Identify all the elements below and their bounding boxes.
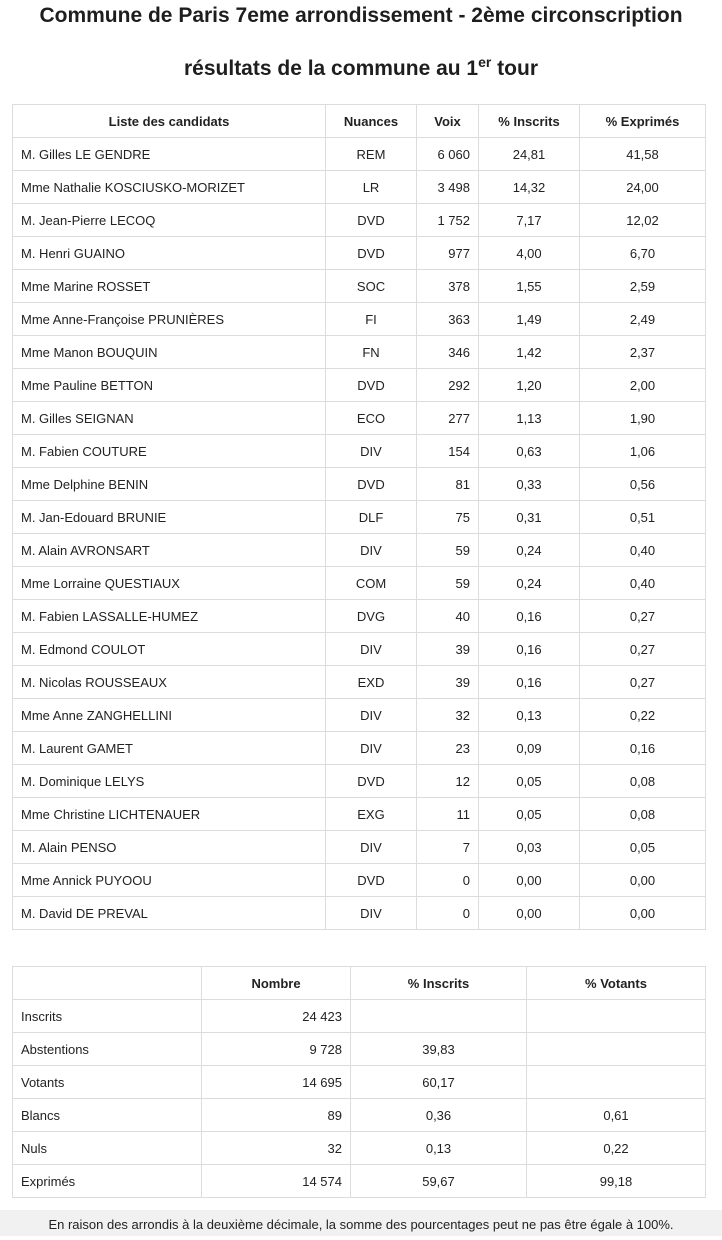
candidate-name: Mme Lorraine QUESTIAUX (13, 567, 326, 600)
summary-pct-inscrits (351, 1000, 527, 1033)
candidate-pct-inscrits: 0,00 (479, 897, 580, 930)
summary-pct-votants (527, 1033, 706, 1066)
candidate-pct-exprimes: 0,40 (580, 567, 706, 600)
table-row (13, 1000, 706, 1033)
table-row (13, 468, 706, 501)
candidate-voix: 75 (417, 501, 479, 534)
candidate-name: Mme Anne-Françoise PRUNIÈRES (13, 303, 326, 336)
candidate-pct-inscrits: 0,31 (479, 501, 580, 534)
table-row (13, 765, 706, 798)
candidate-name: M. Fabien COUTURE (13, 435, 326, 468)
table-row (13, 897, 706, 930)
candidate-pct-exprimes: 2,59 (580, 270, 706, 303)
candidate-pct-exprimes: 1,90 (580, 402, 706, 435)
candidate-name: Mme Anne ZANGHELLINI (13, 699, 326, 732)
candidate-nuance: DVD (326, 237, 417, 270)
candidate-pct-inscrits: 7,17 (479, 204, 580, 237)
header-pct-votants: % Votants (527, 967, 706, 1000)
table-row (13, 138, 706, 171)
summary-label: Exprimés (13, 1165, 202, 1198)
candidate-voix: 277 (417, 402, 479, 435)
candidate-pct-inscrits: 1,20 (479, 369, 580, 402)
subtitle-text: résultats de la commune au 1 (184, 57, 479, 80)
candidate-voix: 3 498 (417, 171, 479, 204)
header-pct-inscrits: % Inscrits (351, 967, 527, 1000)
candidate-nuance: ECO (326, 402, 417, 435)
summary-label: Votants (13, 1066, 202, 1099)
table-row (13, 600, 706, 633)
candidate-voix: 32 (417, 699, 479, 732)
candidate-pct-inscrits: 1,49 (479, 303, 580, 336)
summary-pct-inscrits: 60,17 (351, 1066, 527, 1099)
candidate-nuance: DVD (326, 864, 417, 897)
table-row (13, 633, 706, 666)
candidates-results-table (12, 104, 706, 930)
candidate-nuance: SOC (326, 270, 417, 303)
candidate-name: Mme Nathalie KOSCIUSKO-MORIZET (13, 171, 326, 204)
candidate-pct-inscrits: 1,13 (479, 402, 580, 435)
summary-pct-inscrits: 0,36 (351, 1099, 527, 1132)
table-header-row (13, 967, 706, 1000)
candidate-nuance: DIV (326, 732, 417, 765)
candidate-nuance: DVD (326, 765, 417, 798)
candidate-pct-exprimes: 0,56 (580, 468, 706, 501)
summary-pct-inscrits: 59,67 (351, 1165, 527, 1198)
summary-label: Nuls (13, 1132, 202, 1165)
candidate-nuance: DVD (326, 369, 417, 402)
candidate-name: M. Jan-Edouard BRUNIE (13, 501, 326, 534)
candidate-name: Mme Christine LICHTENAUER (13, 798, 326, 831)
table-row (13, 1132, 706, 1165)
summary-pct-votants (527, 1000, 706, 1033)
header-nombre: Nombre (202, 967, 351, 1000)
candidate-pct-exprimes: 2,00 (580, 369, 706, 402)
candidate-pct-exprimes: 0,08 (580, 765, 706, 798)
candidate-pct-inscrits: 4,00 (479, 237, 580, 270)
header-nuances: Nuances (326, 105, 417, 138)
candidate-pct-exprimes: 0,08 (580, 798, 706, 831)
candidate-nuance: DIV (326, 435, 417, 468)
candidate-pct-inscrits: 0,24 (479, 567, 580, 600)
candidate-pct-inscrits: 14,32 (479, 171, 580, 204)
table-row (13, 534, 706, 567)
table-row (13, 435, 706, 468)
candidate-pct-exprimes: 0,27 (580, 666, 706, 699)
candidate-pct-exprimes: 0,16 (580, 732, 706, 765)
summary-pct-votants: 0,22 (527, 1132, 706, 1165)
footnote: En raison des arrondis à la deuxième décimale, la somme des pourcentages peut ne pas être égale à 100%. (0, 1210, 722, 1236)
table-row (13, 303, 706, 336)
header-pct-exprimes: % Exprimés (580, 105, 706, 138)
candidate-nuance: EXD (326, 666, 417, 699)
candidate-nuance: FI (326, 303, 417, 336)
candidate-pct-exprimes: 2,49 (580, 303, 706, 336)
summary-pct-votants (527, 1066, 706, 1099)
summary-nombre: 9 728 (202, 1033, 351, 1066)
candidate-voix: 59 (417, 567, 479, 600)
candidate-voix: 1 752 (417, 204, 479, 237)
candidate-nuance: DVG (326, 600, 417, 633)
candidate-pct-exprimes: 0,51 (580, 501, 706, 534)
candidate-name: M. David DE PREVAL (13, 897, 326, 930)
table-row (13, 666, 706, 699)
candidate-pct-inscrits: 0,03 (479, 831, 580, 864)
candidate-pct-exprimes: 0,00 (580, 897, 706, 930)
candidate-voix: 378 (417, 270, 479, 303)
summary-pct-inscrits: 0,13 (351, 1132, 527, 1165)
candidate-name: Mme Annick PUYOOU (13, 864, 326, 897)
candidate-pct-inscrits: 0,13 (479, 699, 580, 732)
page-title: Commune de Paris 7eme arrondissement - 2ème circonscription (39, 4, 683, 27)
table-row (13, 567, 706, 600)
candidate-nuance: LR (326, 171, 417, 204)
candidate-name: M. Laurent GAMET (13, 732, 326, 765)
candidate-nuance: DIV (326, 897, 417, 930)
summary-nombre: 24 423 (202, 1000, 351, 1033)
candidate-voix: 363 (417, 303, 479, 336)
candidate-nuance: FN (326, 336, 417, 369)
candidate-pct-exprimes: 41,58 (580, 138, 706, 171)
candidate-pct-exprimes: 0,05 (580, 831, 706, 864)
table-row (13, 732, 706, 765)
candidate-name: M. Gilles SEIGNAN (13, 402, 326, 435)
table-header-row (13, 105, 706, 138)
table-row (13, 369, 706, 402)
header-empty (13, 967, 202, 1000)
candidate-voix: 40 (417, 600, 479, 633)
summary-nombre: 32 (202, 1132, 351, 1165)
candidate-voix: 81 (417, 468, 479, 501)
candidate-voix: 7 (417, 831, 479, 864)
candidate-pct-inscrits: 0,05 (479, 798, 580, 831)
candidate-pct-inscrits: 1,42 (479, 336, 580, 369)
header-candidates: Liste des candidats (13, 105, 326, 138)
candidate-pct-inscrits: 0,05 (479, 765, 580, 798)
candidate-name: M. Henri GUAINO (13, 237, 326, 270)
candidate-voix: 59 (417, 534, 479, 567)
candidate-voix: 39 (417, 633, 479, 666)
candidate-voix: 12 (417, 765, 479, 798)
candidate-pct-inscrits: 0,16 (479, 666, 580, 699)
candidate-pct-inscrits: 24,81 (479, 138, 580, 171)
candidate-name: Mme Marine ROSSET (13, 270, 326, 303)
table-row (13, 798, 706, 831)
candidate-nuance: DVD (326, 468, 417, 501)
header-voix: Voix (417, 105, 479, 138)
table-row (13, 1066, 706, 1099)
candidate-pct-exprimes: 1,06 (580, 435, 706, 468)
candidate-pct-exprimes: 0,27 (580, 600, 706, 633)
candidate-name: M. Gilles LE GENDRE (13, 138, 326, 171)
candidate-pct-exprimes: 6,70 (580, 237, 706, 270)
candidate-name: M. Fabien LASSALLE-HUMEZ (13, 600, 326, 633)
candidate-name: Mme Manon BOUQUIN (13, 336, 326, 369)
candidate-pct-exprimes: 12,02 (580, 204, 706, 237)
summary-label: Abstentions (13, 1033, 202, 1066)
candidate-voix: 39 (417, 666, 479, 699)
table-row (13, 831, 706, 864)
candidate-name: M. Nicolas ROUSSEAUX (13, 666, 326, 699)
table-row (13, 1165, 706, 1198)
summary-nombre: 14 574 (202, 1165, 351, 1198)
candidate-voix: 154 (417, 435, 479, 468)
page-subtitle (0, 34, 722, 104)
table-row (13, 171, 706, 204)
summary-pct-votants: 99,18 (527, 1165, 706, 1198)
table-row (13, 699, 706, 732)
candidate-nuance: DIV (326, 699, 417, 732)
candidate-name: M. Dominique LELYS (13, 765, 326, 798)
candidate-pct-inscrits: 0,33 (479, 468, 580, 501)
candidate-voix: 0 (417, 864, 479, 897)
candidate-nuance: DIV (326, 534, 417, 567)
candidate-nuance: DLF (326, 501, 417, 534)
summary-nombre: 14 695 (202, 1066, 351, 1099)
vote-summary-table (12, 966, 706, 1198)
candidate-voix: 346 (417, 336, 479, 369)
subtitle-end: tour (491, 57, 538, 80)
candidate-nuance: DIV (326, 831, 417, 864)
candidate-nuance: DVD (326, 204, 417, 237)
header-pct-inscrits: % Inscrits (479, 105, 580, 138)
candidate-name: M. Alain AVRONSART (13, 534, 326, 567)
candidate-nuance: DIV (326, 633, 417, 666)
candidate-name: Mme Delphine BENIN (13, 468, 326, 501)
table-row (13, 501, 706, 534)
candidate-voix: 0 (417, 897, 479, 930)
summary-pct-inscrits: 39,83 (351, 1033, 527, 1066)
summary-label: Blancs (13, 1099, 202, 1132)
table-row (13, 864, 706, 897)
summary-pct-votants: 0,61 (527, 1099, 706, 1132)
candidate-name: M. Edmond COULOT (13, 633, 326, 666)
table-row (13, 237, 706, 270)
candidate-pct-inscrits: 0,00 (479, 864, 580, 897)
candidate-pct-exprimes: 0,40 (580, 534, 706, 567)
table-row (13, 1033, 706, 1066)
candidate-nuance: REM (326, 138, 417, 171)
candidate-name: M. Jean-Pierre LECOQ (13, 204, 326, 237)
subtitle-superscript: er (478, 54, 492, 70)
summary-nombre: 89 (202, 1099, 351, 1132)
candidate-nuance: EXG (326, 798, 417, 831)
candidate-pct-inscrits: 0,09 (479, 732, 580, 765)
table-row (13, 1099, 706, 1132)
candidate-voix: 6 060 (417, 138, 479, 171)
candidate-pct-exprimes: 0,27 (580, 633, 706, 666)
candidate-pct-inscrits: 0,16 (479, 600, 580, 633)
candidate-voix: 977 (417, 237, 479, 270)
candidate-pct-inscrits: 0,16 (479, 633, 580, 666)
candidate-pct-inscrits: 0,24 (479, 534, 580, 567)
table-row (13, 270, 706, 303)
candidate-name: Mme Pauline BETTON (13, 369, 326, 402)
candidate-pct-exprimes: 0,00 (580, 864, 706, 897)
summary-label: Inscrits (13, 1000, 202, 1033)
table-row (13, 336, 706, 369)
candidate-pct-exprimes: 0,22 (580, 699, 706, 732)
candidate-pct-exprimes: 24,00 (580, 171, 706, 204)
table-row (13, 204, 706, 237)
candidate-pct-inscrits: 1,55 (479, 270, 580, 303)
candidate-voix: 292 (417, 369, 479, 402)
candidate-name: M. Alain PENSO (13, 831, 326, 864)
candidate-nuance: COM (326, 567, 417, 600)
table-row (13, 402, 706, 435)
candidate-voix: 23 (417, 732, 479, 765)
candidate-pct-exprimes: 2,37 (580, 336, 706, 369)
candidate-pct-inscrits: 0,63 (479, 435, 580, 468)
candidate-voix: 11 (417, 798, 479, 831)
